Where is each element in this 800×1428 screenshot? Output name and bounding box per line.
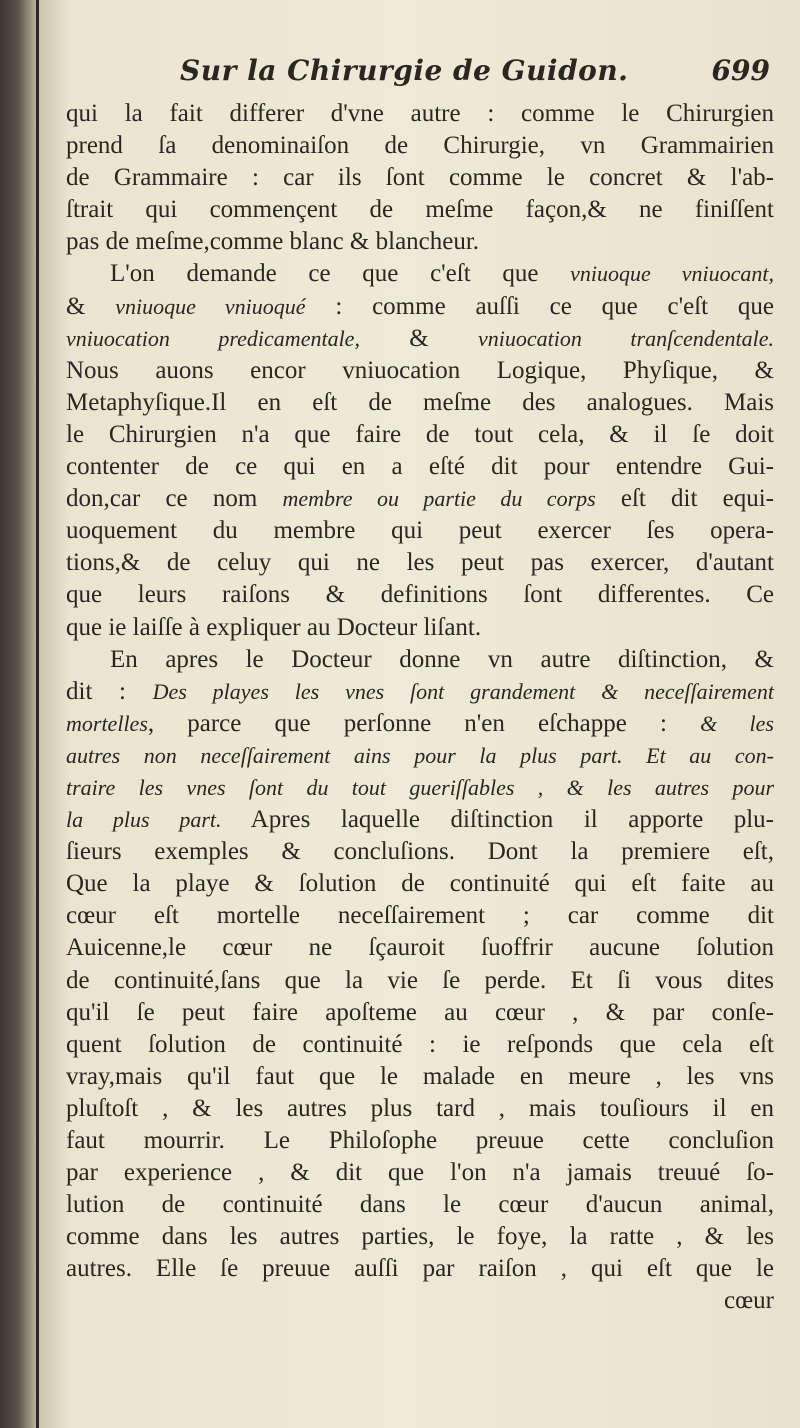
text-segment: pas de meſme,comme blanc & blancheur. [66,228,480,256]
italic-segment: autres non neceſſairement ains pour la plus part. Et au con- [66,742,774,768]
text-segment: Nous auons encor vniuocation Logique, Phyſique, & [66,356,774,384]
text-line [66,226,774,258]
text-line [66,483,774,515]
italic-segment: vniuoque vniuoqué [115,293,306,319]
text-segment: faut mourrir. Le Philoſophe preuue cette concluſion [66,1127,774,1154]
text-segment: le Chirurgien n'a que faire de tout cela, & il ſe doit [66,420,774,448]
text-segment: ſieurs exemples & concluſions. Dont la premiere eſt, [66,838,774,866]
italic-segment: mortelles [66,710,148,736]
text-segment: pluſtoſt , & les autres plus tard , mais touſiours il en [66,1094,774,1122]
page-header [180,54,770,98]
text-line [66,772,774,804]
text-line [66,1285,774,1317]
italic-segment: vniuocation predicamentale, [66,325,360,351]
text-segment: de Grammaire : car ils ſont comme le concret & l'ab- [66,164,774,192]
text-line [66,804,774,836]
binding-gutter [36,0,39,1428]
text-line [66,932,774,964]
text-body [66,98,774,1318]
text-segment: Que la playe & ſolution de continuité qui eſt faite au [66,870,774,898]
text-segment: autres. Elle ſe preuue auſſi par raiſon , qui eſt que le [66,1255,774,1283]
text-segment: comme dans les autres parties, le foye, la ratte , & les [66,1223,774,1251]
text-line [66,1125,774,1157]
text-line [66,708,774,740]
text-segment: eſt dit equi- [595,485,775,513]
text-segment: uoquement du membre qui peut exercer ſes opera- [66,517,774,545]
text-line [66,1157,774,1189]
text-line [66,579,774,611]
text-segment: cœur eſt mortelle neceſſairement ; car comme dit [66,902,774,930]
text-line [66,355,774,387]
text-line [66,836,774,868]
text-segment: prend ſa denominaiſon de Chirurgie, vn Grammairien [66,132,774,160]
text-segment: qui la fait differer d'vne autre : comme le Chirurgien [66,100,774,127]
text-segment: En apres le Docteur donne vn autre diſtinction, & [110,645,774,673]
text-segment: de continuité,ſans que la vie ſe perde. Et ſi vous dites [66,966,774,994]
text-segment: Metaphyſique.Il en eſt de meſme des analogues. Mais [66,388,774,416]
text-line [66,868,774,900]
italic-segment: traire les vnes ſont du tout gueriſſables , & les autres pour [66,774,774,800]
text-line [66,323,774,355]
text-segment: que ie laiſſe à expliquer au Docteur liſant. [66,613,482,641]
text-line [66,1061,774,1093]
text-segment: que leurs raiſons & definitions ſont differentes. Ce [66,581,774,609]
text-line [66,258,774,290]
italic-segment: Des playes les vnes ſont grandement & neceſſairement [152,678,774,704]
text-line [66,194,774,226]
text-segment: dit : [66,677,153,705]
page-number: 699 [711,54,770,87]
text-line [66,1189,774,1221]
text-segment: L'on demande ce que c'eſt que [110,260,571,288]
italic-segment: & les [700,710,774,736]
text-line [66,1253,774,1285]
text-line [66,291,774,323]
text-segment: Apres laquelle diſtinction il apporte plu- [221,806,774,834]
text-line [66,419,774,451]
text-line [66,162,774,194]
text-line [66,547,774,579]
text-segment: ſtrait qui commençent de meſme façon,& ne finiſſent [66,196,774,224]
text-line [66,387,774,419]
italic-segment: vniuocation tranſcendentale. [478,325,775,351]
text-segment: don,car ce nom [66,485,283,513]
text-segment: vray,mais qu'il faut que le malade en meure , les vns [66,1062,774,1090]
text-line [66,900,774,932]
text-line [66,1221,774,1253]
text-segment: , parce que perſonne n'en eſchappe : [147,709,701,737]
text-line [66,451,774,483]
text-line [66,1093,774,1125]
running-title: Sur la Chirurgie de Guidon. [180,54,629,87]
text-segment: qu'il ſe peut faire apoſteme au cœur , & par conſe- [66,998,774,1026]
text-line [66,1029,774,1061]
text-line [66,130,774,162]
text-segment: cœur [724,1287,774,1315]
text-line [66,676,774,708]
text-segment: quent ſolution de continuité : ie reſponds que cela eſt [66,1030,774,1058]
italic-segment: vniuoque vniuocant, [570,261,774,287]
text-line [66,644,774,676]
text-line [66,515,774,547]
text-segment: Auicenne,le cœur ne ſçauroit ſuoffrir aucune ſolution [66,934,774,962]
text-segment: tions,& de celuy qui ne les peut pas exercer, d'autant [66,549,774,577]
text-line [66,740,774,772]
text-segment: par experience , & dit que l'on n'a jamais treuué ſo- [66,1159,774,1187]
text-segment: : comme auſſi ce que c'eſt que [305,292,774,320]
text-segment: contenter de ce qui en a eſté dit pour entendre Gui- [66,453,774,481]
text-segment: & [66,292,116,320]
italic-segment: membre ou partie du corps [282,486,596,512]
text-segment: & [359,324,479,352]
text-line [66,612,774,644]
text-line [66,997,774,1029]
italic-segment: la plus part. [66,807,222,833]
text-segment: lution de continuité dans le cœur d'aucun animal, [66,1191,774,1219]
text-line [66,98,774,130]
text-line [66,965,774,997]
